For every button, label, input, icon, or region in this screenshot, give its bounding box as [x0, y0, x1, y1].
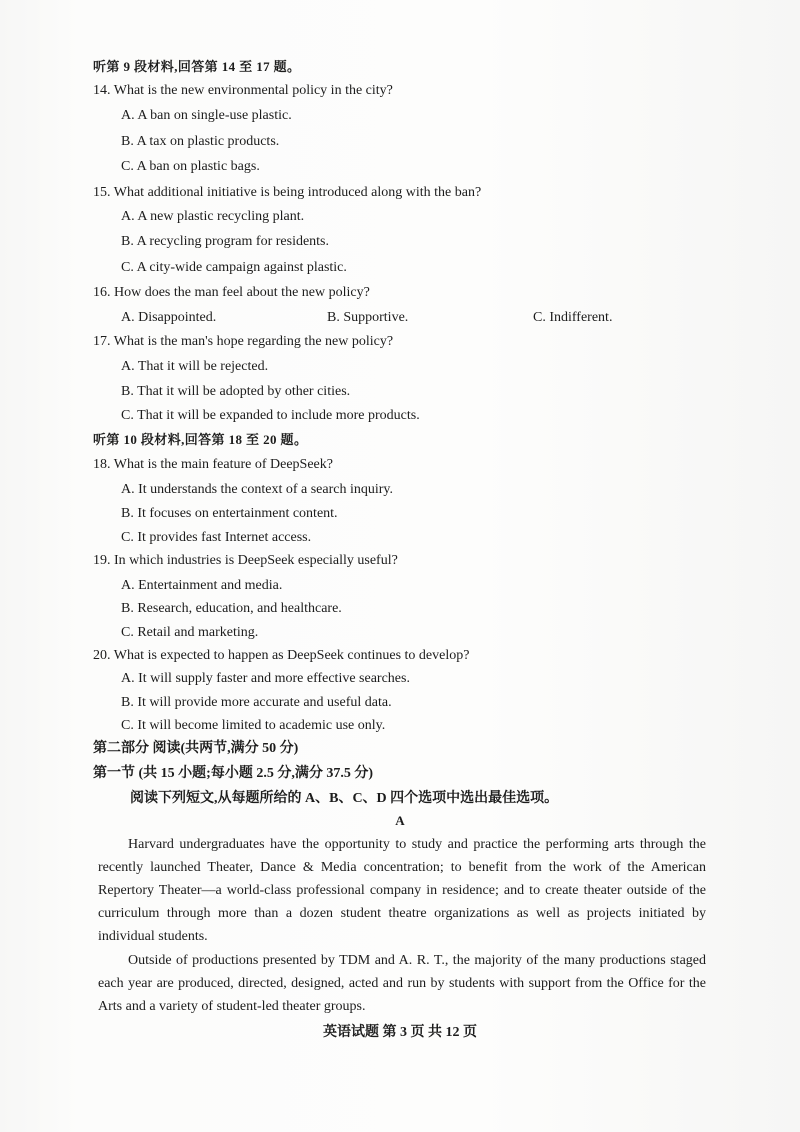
- question-20-option-a: A. It will supply faster and more effective searches.: [121, 671, 410, 686]
- question-18-option-a: A. It understands the context of a search inquiry.: [121, 482, 394, 497]
- listening-instruction-10: 听第 10 段材料,回答第 18 至 20 题。: [93, 432, 308, 447]
- question-15-option-a: A. A new plastic recycling plant.: [121, 209, 305, 224]
- question-16-option-c: C. Indifferent.: [533, 310, 613, 325]
- question-19-option-b: B. Research, education, and healthcare.: [121, 601, 342, 616]
- question-18-stem: 18. What is the main feature of DeepSeek?: [93, 457, 333, 472]
- passage-paragraph-2: Outside of productions presented by TDM and A. R. T., the majority of the many productions staged each year are produced, directed, designed, acted and run by students with support from the Office for the Arts and a variety of student-led theater groups.: [98, 953, 706, 1014]
- question-14-option-b: B. A tax on plastic products.: [121, 134, 280, 149]
- question-17-stem: 17. What is the man's hope regarding the new policy?: [93, 334, 394, 349]
- question-15-option-b: B. A recycling program for residents.: [121, 234, 330, 249]
- question-17-option-b: B. That it will be adopted by other cities.: [121, 384, 351, 399]
- section-one-heading: 第一节 (共 15 小题;每小题 2.5 分,满分 37.5 分): [93, 766, 373, 781]
- page-footer: 英语试题 第 3 页 共 12 页: [323, 1025, 477, 1040]
- question-19-option-a: A. Entertainment and media.: [121, 578, 283, 593]
- question-17-option-c: C. That it will be expanded to include more products.: [121, 408, 420, 423]
- reading-instruction: 阅读下列短文,从每题所给的 A、B、C、D 四个选项中选出最佳选项。: [130, 791, 559, 806]
- question-14-stem: 14. What is the new environmental policy in the city?: [93, 83, 393, 98]
- passage-paragraph-1: Harvard undergraduates have the opportunity to study and practice the performing arts through the recently launched Theater, Dance & Media concentration; to benefit from the work of the American Repertory Theater—a world-class professional company in residence; and to create theater outside of the curriculum through more than a dozen student theatre organizations as well as projects initiated by individual students.: [98, 837, 706, 944]
- question-16-option-a: A. Disappointed.: [121, 310, 217, 325]
- question-14-option-c: C. A ban on plastic bags.: [121, 159, 260, 174]
- question-20-option-b: B. It will provide more accurate and useful data.: [121, 695, 392, 710]
- question-19-option-c: C. Retail and marketing.: [121, 625, 259, 640]
- part-two-heading: 第二部分 阅读(共两节,满分 50 分): [93, 741, 299, 756]
- question-16-stem: 16. How does the man feel about the new policy?: [93, 285, 370, 300]
- question-18-option-c: C. It provides fast Internet access.: [121, 530, 312, 545]
- question-14-option-a: A. A ban on single-use plastic.: [121, 108, 292, 123]
- listening-instruction-9: 听第 9 段材料,回答第 14 至 17 题。: [93, 59, 301, 74]
- question-20-option-c: C. It will become limited to academic use only.: [121, 718, 386, 733]
- question-20-stem: 20. What is expected to happen as DeepSeek continues to develop?: [93, 648, 470, 663]
- question-19-stem: 19. In which industries is DeepSeek especially useful?: [93, 553, 398, 568]
- passage-label: A: [395, 813, 405, 828]
- question-18-option-b: B. It focuses on entertainment content.: [121, 506, 338, 521]
- question-15-option-c: C. A city-wide campaign against plastic.: [121, 260, 347, 275]
- question-17-option-a: A. That it will be rejected.: [121, 359, 269, 374]
- question-16-option-b: B. Supportive.: [327, 310, 409, 325]
- question-15-stem: 15. What additional initiative is being introduced along with the ban?: [93, 185, 482, 200]
